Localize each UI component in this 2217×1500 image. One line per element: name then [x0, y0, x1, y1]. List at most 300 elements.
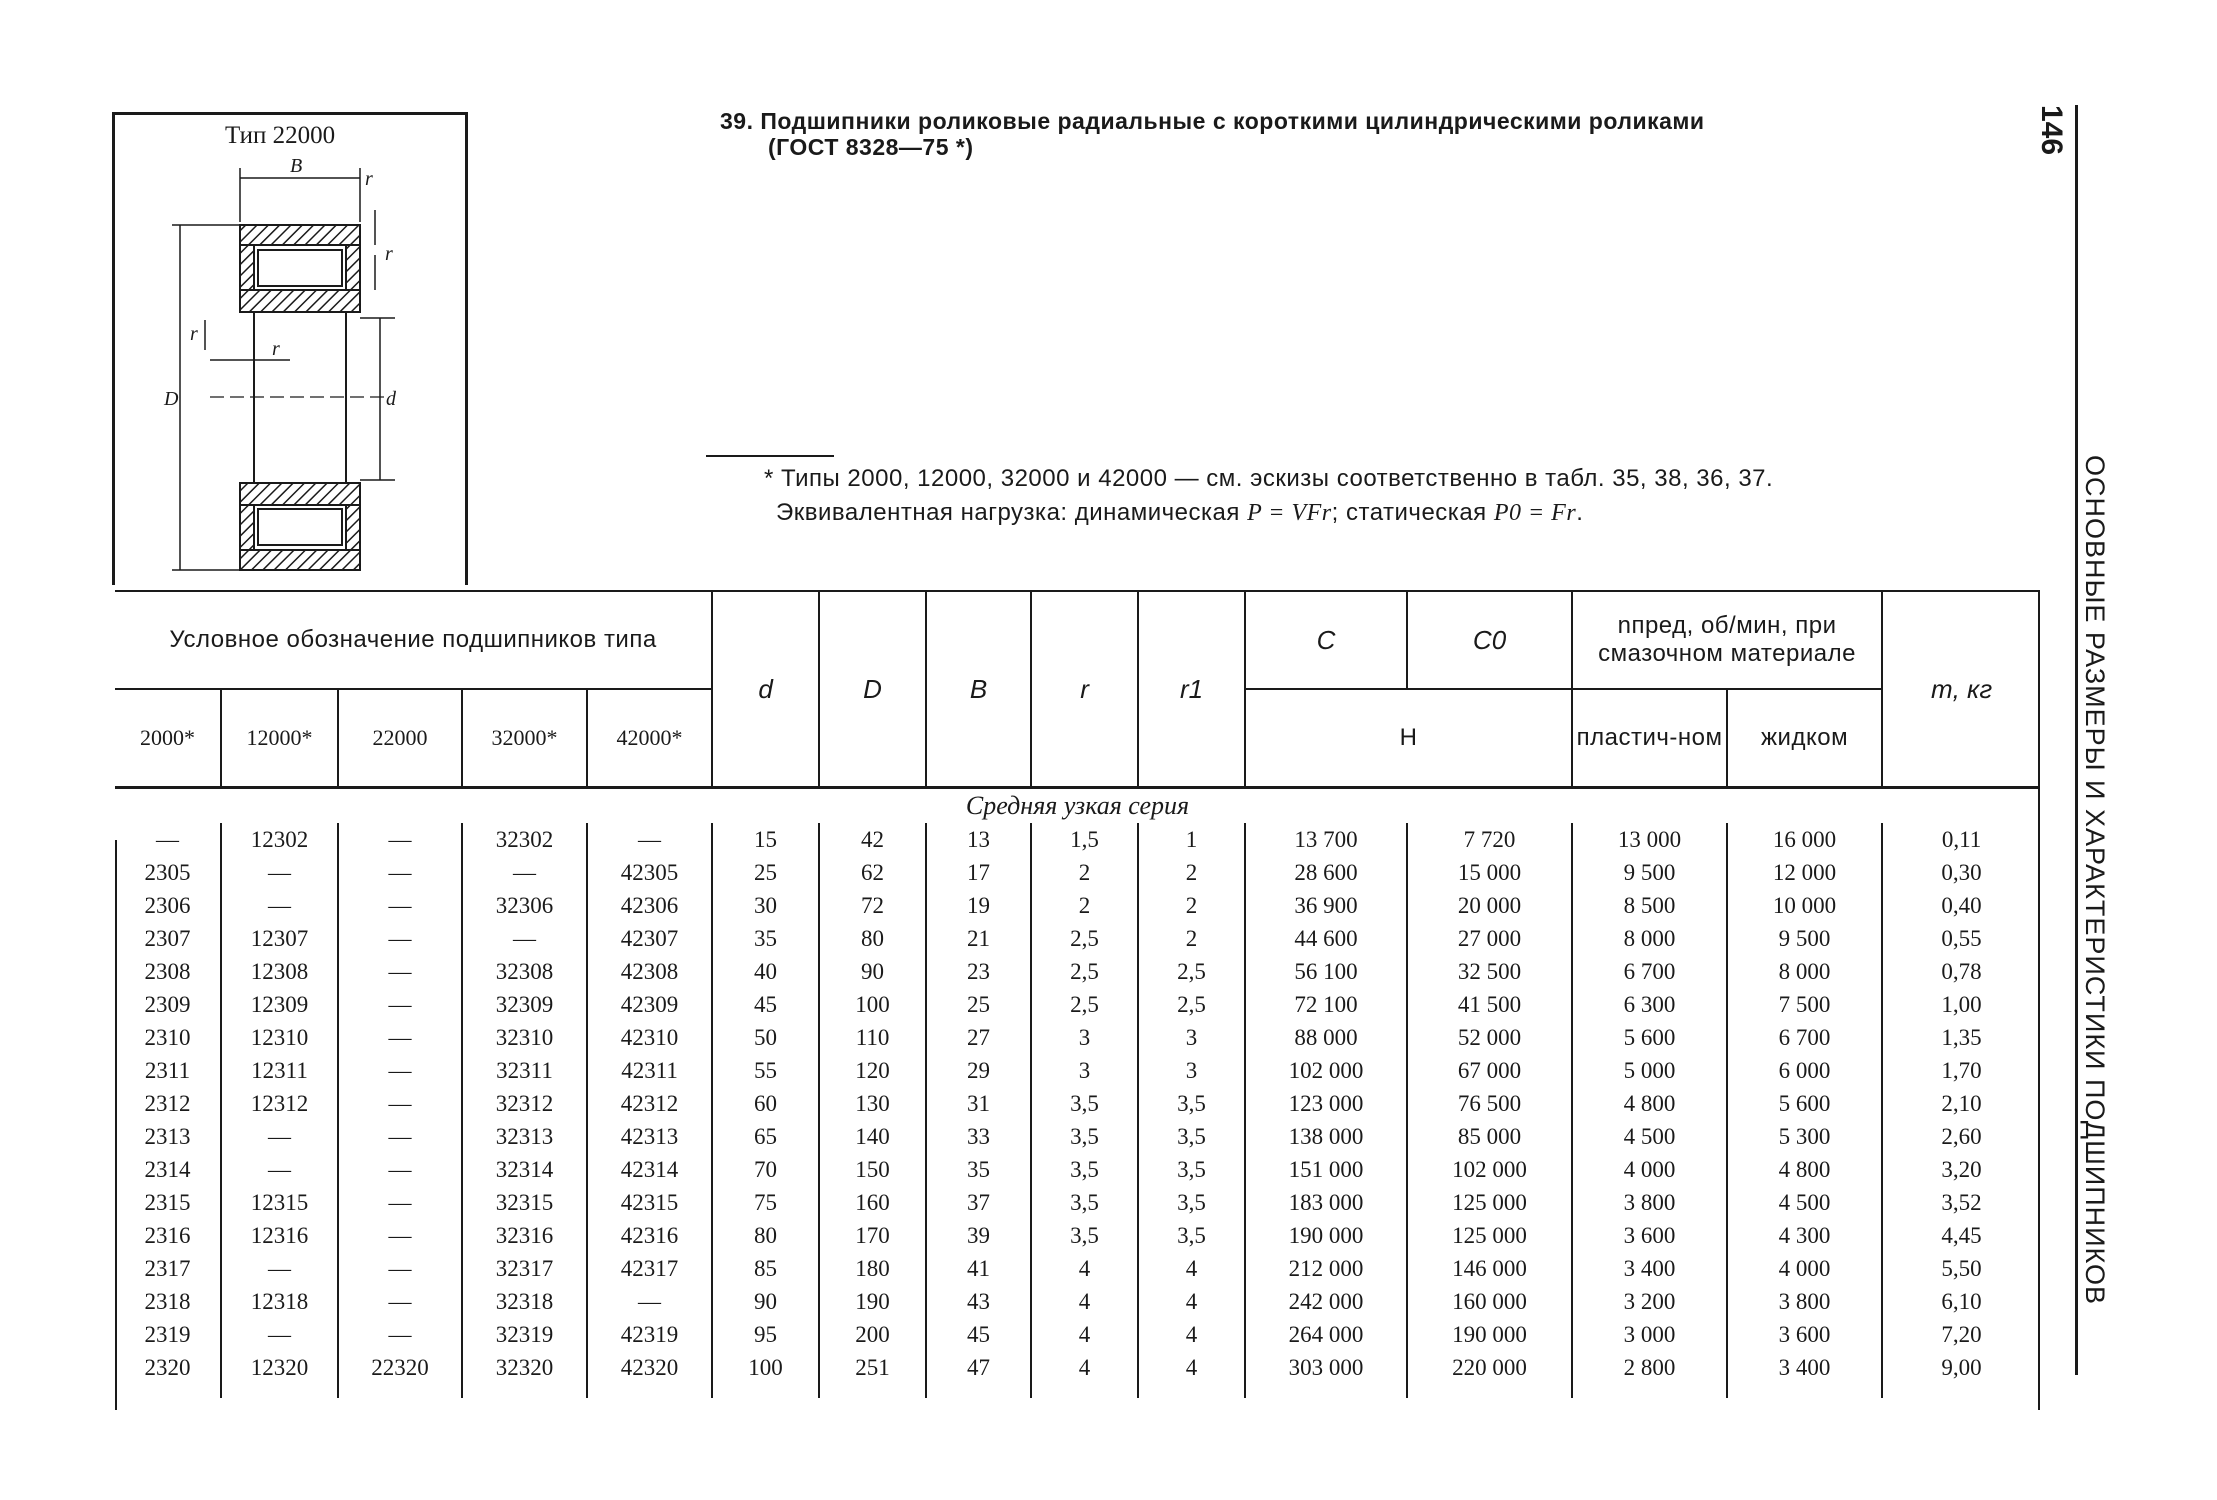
- table-cell: 37: [926, 1186, 1031, 1219]
- table-cell: 2320: [115, 1351, 221, 1398]
- table-cell: 125 000: [1407, 1186, 1572, 1219]
- table-cell: —: [221, 856, 338, 889]
- static-load-formula: P0 = Fr: [1493, 500, 1577, 526]
- table-cell: 75: [712, 1186, 819, 1219]
- table-cell: 3 600: [1572, 1219, 1727, 1252]
- series-label: Средняя узкая серия: [115, 788, 2040, 824]
- table-row: [115, 1219, 2040, 1252]
- table-cell: 4: [1031, 1318, 1138, 1351]
- col-header-type-42000: 42000*: [587, 689, 712, 788]
- table-cell: 3,5: [1138, 1219, 1245, 1252]
- table-cell: 2309: [115, 988, 221, 1021]
- col-header-r1: r1: [1138, 591, 1245, 788]
- dim-label-r-inner: r: [272, 338, 280, 360]
- speed-group-header: nпред, об/мин, при смазочном материале: [1572, 591, 1882, 689]
- table-cell: 110: [819, 1021, 926, 1054]
- table-cell: 303 000: [1245, 1351, 1407, 1398]
- table-cell: —: [338, 1252, 462, 1285]
- table-cell: 8 500: [1572, 889, 1727, 922]
- table-cell: 7 720: [1407, 823, 1572, 856]
- table-row: [115, 922, 2040, 955]
- table-cell: 32302: [462, 823, 587, 856]
- table-cell: 3,5: [1031, 1120, 1138, 1153]
- table-cell: 4: [1031, 1285, 1138, 1318]
- table-cell: 3,5: [1138, 1153, 1245, 1186]
- table-cell: 123 000: [1245, 1087, 1407, 1120]
- table-cell: 41: [926, 1252, 1031, 1285]
- table-cell: —: [338, 856, 462, 889]
- table-cell: 190: [819, 1285, 926, 1318]
- table-cell: 39: [926, 1219, 1031, 1252]
- table-cell: 12310: [221, 1021, 338, 1054]
- running-head: ОСНОВНЫЕ РАЗМЕРЫ И ХАРАКТЕРИСТИКИ ПОДШИПНИКОВ: [2080, 455, 2110, 1305]
- table-cell: 95: [712, 1318, 819, 1351]
- table-cell: 80: [819, 922, 926, 955]
- table-cell: 2310: [115, 1021, 221, 1054]
- footnote-line-1: * Типы 2000, 12000, 32000 и 42000 — см. эскизы соответственно в табл. 35, 38, 36, 37.: [764, 465, 1774, 492]
- table-row: [115, 955, 2040, 988]
- table-row: [115, 823, 2040, 856]
- table-cell: —: [587, 1285, 712, 1318]
- table-cell: 42314: [587, 1153, 712, 1186]
- table-cell: 16 000: [1727, 823, 1882, 856]
- table-cell: 2: [1031, 856, 1138, 889]
- footnote-load-end: .: [1576, 499, 1584, 526]
- table-cell: 85: [712, 1252, 819, 1285]
- table-row: [115, 856, 2040, 889]
- table-cell: 0,11: [1941, 826, 1982, 852]
- table-cell: 0,78: [1941, 958, 1982, 984]
- table-cell: 2 800: [1572, 1351, 1727, 1398]
- table-row: [115, 1186, 2040, 1219]
- table-cell: 4: [1138, 1285, 1245, 1318]
- table-row: [115, 1054, 2040, 1087]
- table-cell: 4 500: [1727, 1186, 1882, 1219]
- table-cell: 28 600: [1245, 856, 1407, 889]
- table-cell: 3 400: [1727, 1351, 1882, 1398]
- table-cell: 2305: [115, 856, 221, 889]
- table-cell: 35: [926, 1153, 1031, 1186]
- table-cell: —: [338, 1054, 462, 1087]
- table-cell: 264 000: [1245, 1318, 1407, 1351]
- table-cell: 2,10: [1941, 1090, 1982, 1116]
- title-line-1: 39. Подшипники роликовые радиальные с короткими цилиндрическими роликами: [720, 108, 1705, 134]
- table-cell: 12308: [221, 955, 338, 988]
- col-header-type-12000: 12000*: [221, 689, 338, 788]
- col-header-C: C: [1245, 591, 1407, 689]
- table-cell: 32320: [462, 1351, 587, 1398]
- table-cell: 140: [819, 1120, 926, 1153]
- table-cell: 4 000: [1727, 1252, 1882, 1285]
- table-cell: —: [115, 823, 221, 856]
- table-cell: 2317: [115, 1252, 221, 1285]
- table-cell: 2308: [115, 955, 221, 988]
- table-cell: —: [221, 1252, 338, 1285]
- load-unit-header: Н: [1245, 689, 1572, 788]
- col-header-type-22000: 22000: [338, 689, 462, 788]
- table-cell: 27: [926, 1021, 1031, 1054]
- table-cell: 3,5: [1138, 1186, 1245, 1219]
- table-cell: 40: [712, 955, 819, 988]
- table-cell: 12309: [221, 988, 338, 1021]
- table-cell: 50: [712, 1021, 819, 1054]
- table-cell: 0,55: [1941, 925, 1982, 951]
- table-cell: 10 000: [1727, 889, 1882, 922]
- table-cell: 42305: [587, 856, 712, 889]
- table-cell: 42319: [587, 1318, 712, 1351]
- footnote-line-2: [776, 496, 1976, 530]
- col-header-r: r: [1031, 591, 1138, 788]
- table-cell: 47: [926, 1351, 1031, 1398]
- table-cell: 32317: [462, 1252, 587, 1285]
- table-cell: 13: [926, 823, 1031, 856]
- table-cell: —: [221, 1153, 338, 1186]
- table-cell: —: [338, 988, 462, 1021]
- table-cell: 151 000: [1245, 1153, 1407, 1186]
- table-cell: 36 900: [1245, 889, 1407, 922]
- table-cell: 9,00: [1941, 1354, 1982, 1380]
- col-header-liquid-lube: жидком: [1727, 689, 1882, 788]
- table-cell: 4: [1138, 1318, 1245, 1351]
- table-cell: 100: [712, 1351, 819, 1398]
- table-cell: 42311: [587, 1054, 712, 1087]
- table-cell: 42320: [587, 1351, 712, 1398]
- table-cell: 45: [926, 1318, 1031, 1351]
- table-cell: 120: [819, 1054, 926, 1087]
- col-header-D: D: [819, 591, 926, 788]
- table-row: [115, 988, 2040, 1021]
- table-cell: 32311: [462, 1054, 587, 1087]
- table-cell: 42309: [587, 988, 712, 1021]
- table-cell: —: [338, 922, 462, 955]
- table-cell: 6,10: [1941, 1288, 1982, 1314]
- table-cell: 8 000: [1727, 955, 1882, 988]
- diagram-type-label: Тип 22000: [225, 122, 336, 149]
- table-cell: 2: [1031, 889, 1138, 922]
- table-cell: —: [338, 1318, 462, 1351]
- table-cell: 76 500: [1407, 1087, 1572, 1120]
- table-cell: —: [587, 823, 712, 856]
- footnote: [764, 462, 1976, 530]
- table-cell: 32310: [462, 1021, 587, 1054]
- table-cell: —: [338, 889, 462, 922]
- bearing-table: [115, 590, 2040, 1398]
- table-cell: —: [338, 1120, 462, 1153]
- table-cell: —: [221, 1318, 338, 1351]
- table-cell: 12315: [221, 1186, 338, 1219]
- table-cell: 3 800: [1572, 1186, 1727, 1219]
- table-right-rule: [2038, 590, 2040, 1410]
- table-cell: 32309: [462, 988, 587, 1021]
- table-cell: 12316: [221, 1219, 338, 1252]
- dim-label-d: d: [386, 388, 396, 410]
- table-cell: 3: [1138, 1054, 1245, 1087]
- table-cell: 42316: [587, 1219, 712, 1252]
- table-cell: 44 600: [1245, 922, 1407, 955]
- table-cell: —: [338, 1087, 462, 1120]
- dim-label-D: D: [164, 388, 179, 410]
- table-cell: 5 300: [1727, 1120, 1882, 1153]
- table-cell: 42315: [587, 1186, 712, 1219]
- table-cell: 2,60: [1941, 1123, 1982, 1149]
- table-cell: 2313: [115, 1120, 221, 1153]
- table-cell: 12312: [221, 1087, 338, 1120]
- table-cell: 251: [819, 1351, 926, 1398]
- table-cell: 3,5: [1031, 1219, 1138, 1252]
- table-cell: 6 700: [1727, 1021, 1882, 1054]
- table-cell: 3: [1031, 1021, 1138, 1054]
- table-cell: 12 000: [1727, 856, 1882, 889]
- table-cell: 4 800: [1727, 1153, 1882, 1186]
- table-cell: 32306: [462, 889, 587, 922]
- table-cell: 17: [926, 856, 1031, 889]
- table-cell: 3,5: [1031, 1153, 1138, 1186]
- table-cell: 67 000: [1407, 1054, 1572, 1087]
- table-cell: 2,5: [1031, 988, 1138, 1021]
- table-cell: 56 100: [1245, 955, 1407, 988]
- table-cell: —: [338, 955, 462, 988]
- footnote-rule: [706, 455, 834, 457]
- table-cell: 15: [712, 823, 819, 856]
- table-cell: 242 000: [1245, 1285, 1407, 1318]
- table-cell: 31: [926, 1087, 1031, 1120]
- table-cell: 102 000: [1245, 1054, 1407, 1087]
- table-cell: 12307: [221, 922, 338, 955]
- table-cell: 12318: [221, 1285, 338, 1318]
- table-cell: 43: [926, 1285, 1031, 1318]
- table-cell: 6 700: [1572, 955, 1727, 988]
- table-cell: 3: [1138, 1021, 1245, 1054]
- table-cell: 2: [1138, 922, 1245, 955]
- table-cell: 100: [819, 988, 926, 1021]
- table-row: [115, 1021, 2040, 1054]
- col-header-plastic-lube: пластич-ном: [1572, 689, 1727, 788]
- table-cell: 4: [1031, 1252, 1138, 1285]
- table-cell: 146 000: [1407, 1252, 1572, 1285]
- table-cell: 21: [926, 922, 1031, 955]
- table-cell: 12311: [221, 1054, 338, 1087]
- table-cell: 125 000: [1407, 1219, 1572, 1252]
- col-header-mass: m, кг: [1882, 591, 2040, 788]
- table-cell: 2,5: [1031, 922, 1138, 955]
- table-cell: 35: [712, 922, 819, 955]
- table-cell: 3,5: [1031, 1186, 1138, 1219]
- table-cell: 42308: [587, 955, 712, 988]
- type-group-header: Условное обозначение подшипников типа: [115, 591, 712, 689]
- table-cell: 29: [926, 1054, 1031, 1087]
- table-cell: 4: [1031, 1351, 1138, 1398]
- table-cell: 3,5: [1031, 1087, 1138, 1120]
- table-cell: 15 000: [1407, 856, 1572, 889]
- table-cell: 72: [819, 889, 926, 922]
- table-cell: —: [221, 889, 338, 922]
- table-cell: 150: [819, 1153, 926, 1186]
- table-cell: 8 000: [1572, 922, 1727, 955]
- table-cell: 1,5: [1031, 823, 1138, 856]
- table-cell: 22320: [338, 1351, 462, 1398]
- col-header-type-32000: 32000*: [462, 689, 587, 788]
- table-cell: 3,5: [1138, 1087, 1245, 1120]
- table-cell: 2314: [115, 1153, 221, 1186]
- table-cell: 32315: [462, 1186, 587, 1219]
- table-cell: 72 100: [1245, 988, 1407, 1021]
- dim-label-r-left: r: [190, 323, 198, 345]
- table-cell: 183 000: [1245, 1186, 1407, 1219]
- page-number: 146: [2035, 105, 2068, 156]
- col-header-type-2000: 2000*: [115, 689, 221, 788]
- table-cell: 2306: [115, 889, 221, 922]
- table-cell: —: [338, 1021, 462, 1054]
- table-cell: 2: [1138, 889, 1245, 922]
- table-row: [115, 1120, 2040, 1153]
- table-cell: 30: [712, 889, 819, 922]
- table-cell: 4 000: [1572, 1153, 1727, 1186]
- footnote-load-prefix: Эквивалентная нагрузка: динамическая: [776, 499, 1248, 526]
- table-cell: 42306: [587, 889, 712, 922]
- table-cell: 9 500: [1572, 856, 1727, 889]
- table-cell: 3 800: [1727, 1285, 1882, 1318]
- table-cell: 42: [819, 823, 926, 856]
- table-cell: 12302: [221, 823, 338, 856]
- table-cell: 0,40: [1941, 892, 1982, 918]
- table-cell: 3: [1031, 1054, 1138, 1087]
- table-cell: 2312: [115, 1087, 221, 1120]
- table-cell: —: [338, 1219, 462, 1252]
- table-cell: 0,30: [1941, 859, 1982, 885]
- table-row: [115, 1252, 2040, 1285]
- table-cell: 160: [819, 1186, 926, 1219]
- table-cell: 32319: [462, 1318, 587, 1351]
- table-cell: —: [221, 1120, 338, 1153]
- table-cell: 33: [926, 1120, 1031, 1153]
- table-cell: 32318: [462, 1285, 587, 1318]
- table-cell: 1: [1138, 823, 1245, 856]
- table-left-rule: [115, 840, 117, 1410]
- table-row: [115, 1087, 2040, 1120]
- table-cell: 60: [712, 1087, 819, 1120]
- table-row: [115, 1318, 2040, 1351]
- table-cell: 4 500: [1572, 1120, 1727, 1153]
- table-cell: 2315: [115, 1186, 221, 1219]
- table-row: [115, 1153, 2040, 1186]
- table-cell: 80: [712, 1219, 819, 1252]
- table-cell: 88 000: [1245, 1021, 1407, 1054]
- table-cell: 13 000: [1572, 823, 1727, 856]
- table-cell: 102 000: [1407, 1153, 1572, 1186]
- table-body: [115, 823, 2040, 1398]
- table-title: [720, 108, 1900, 160]
- table-cell: 5 600: [1727, 1087, 1882, 1120]
- table-cell: 32 500: [1407, 955, 1572, 988]
- table-cell: 1,70: [1941, 1057, 1982, 1083]
- table-cell: 220 000: [1407, 1351, 1572, 1398]
- title-line-2: (ГОСТ 8328—75 *): [768, 134, 974, 160]
- table-cell: 25: [926, 988, 1031, 1021]
- table-cell: 32314: [462, 1153, 587, 1186]
- table-cell: 200: [819, 1318, 926, 1351]
- table-cell: —: [338, 1153, 462, 1186]
- table-cell: 20 000: [1407, 889, 1572, 922]
- table-cell: 3 200: [1572, 1285, 1727, 1318]
- col-header-B: B: [926, 591, 1031, 788]
- table-cell: 13 700: [1245, 823, 1407, 856]
- table-cell: 2,5: [1138, 955, 1245, 988]
- side-rule: [2075, 105, 2078, 1375]
- table-cell: 4 800: [1572, 1087, 1727, 1120]
- table-cell: 32308: [462, 955, 587, 988]
- dim-label-r-side: r: [385, 243, 393, 265]
- table-cell: 42312: [587, 1087, 712, 1120]
- col-header-C0: C0: [1407, 591, 1572, 689]
- table-cell: 2,5: [1138, 988, 1245, 1021]
- table-cell: 190 000: [1407, 1318, 1572, 1351]
- table-cell: 3,52: [1941, 1189, 1982, 1215]
- table-cell: 45: [712, 988, 819, 1021]
- table-cell: 4: [1138, 1351, 1245, 1398]
- footnote-load-mid: ; статическая: [1331, 499, 1494, 526]
- table-cell: 7 500: [1727, 988, 1882, 1021]
- table-cell: 85 000: [1407, 1120, 1572, 1153]
- table-cell: 212 000: [1245, 1252, 1407, 1285]
- table-cell: 32312: [462, 1087, 587, 1120]
- table-cell: 5 600: [1572, 1021, 1727, 1054]
- table-cell: 65: [712, 1120, 819, 1153]
- table-cell: 3,20: [1941, 1156, 1982, 1182]
- table-cell: —: [338, 1186, 462, 1219]
- table-cell: 52 000: [1407, 1021, 1572, 1054]
- table-cell: 32313: [462, 1120, 587, 1153]
- table-cell: 2311: [115, 1054, 221, 1087]
- table-cell: 25: [712, 856, 819, 889]
- dynamic-load-formula: P = VFr: [1247, 500, 1332, 526]
- table-cell: 7,20: [1941, 1321, 1982, 1347]
- table-cell: —: [338, 1285, 462, 1318]
- table-cell: 42317: [587, 1252, 712, 1285]
- table-cell: 4,45: [1941, 1222, 1982, 1248]
- table-cell: 5 000: [1572, 1054, 1727, 1087]
- table-cell: 1,00: [1941, 991, 1982, 1017]
- dim-label-r-top: r: [365, 168, 373, 190]
- table-cell: 138 000: [1245, 1120, 1407, 1153]
- table-row: [115, 1285, 2040, 1318]
- table-cell: 3,5: [1138, 1120, 1245, 1153]
- table-cell: 41 500: [1407, 988, 1572, 1021]
- dim-label-B: B: [290, 155, 303, 177]
- col-header-d: d: [712, 591, 819, 788]
- table-cell: —: [338, 823, 462, 856]
- table-cell: 42310: [587, 1021, 712, 1054]
- table-cell: 180: [819, 1252, 926, 1285]
- table-cell: 42313: [587, 1120, 712, 1153]
- table-cell: —: [462, 856, 587, 889]
- table-cell: 170: [819, 1219, 926, 1252]
- table-cell: 9 500: [1727, 922, 1882, 955]
- table-cell: 2318: [115, 1285, 221, 1318]
- table-cell: —: [462, 922, 587, 955]
- table-cell: 23: [926, 955, 1031, 988]
- table-cell: 19: [926, 889, 1031, 922]
- table-cell: 5,50: [1941, 1255, 1982, 1281]
- table-cell: 2,5: [1031, 955, 1138, 988]
- table-cell: 1,35: [1941, 1024, 1982, 1050]
- table-row: [115, 1351, 2040, 1398]
- table-cell: 160 000: [1407, 1285, 1572, 1318]
- table-cell: 2: [1138, 856, 1245, 889]
- table-cell: 90: [712, 1285, 819, 1318]
- bearing-cross-section-drawing: [150, 150, 450, 580]
- table-cell: 12320: [221, 1351, 338, 1398]
- table-cell: 90: [819, 955, 926, 988]
